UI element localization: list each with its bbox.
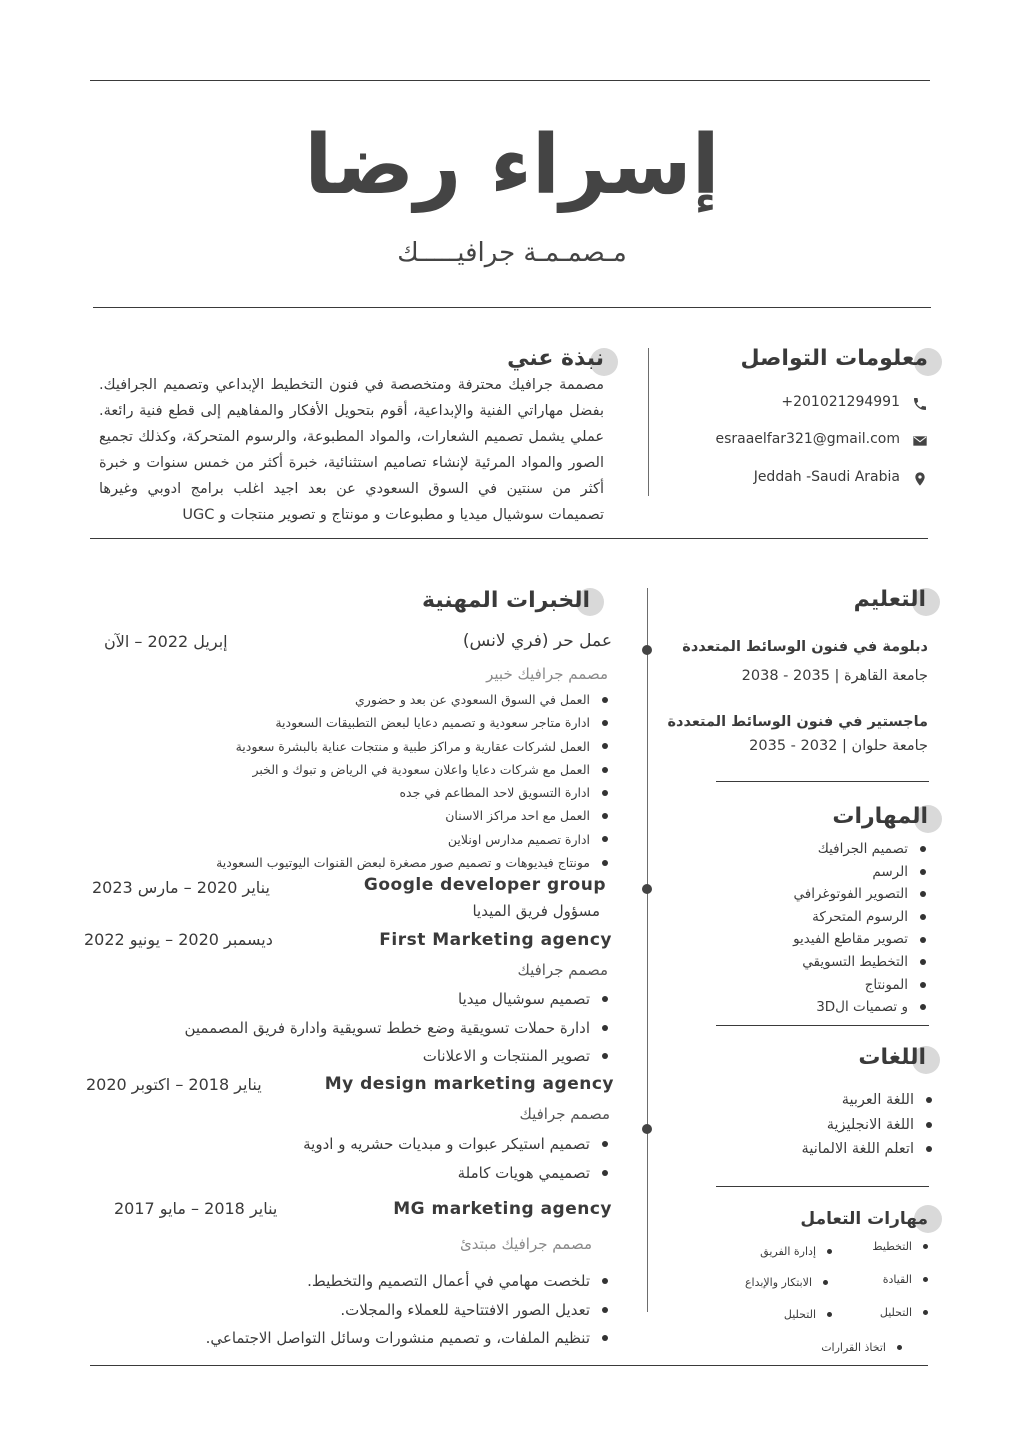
education-title: دبلومة في فنون الوسائط المتعددة	[682, 639, 928, 655]
job-role: مصمم جرافيك	[519, 1105, 610, 1123]
soft-skills-heading: مهارات التعامل	[800, 1209, 928, 1229]
skill-item: الرسم	[793, 861, 908, 884]
email-address[interactable]: esraaelfar321@gmail.com	[715, 431, 900, 447]
person-name: إسراء رضا	[304, 118, 720, 213]
job-bullet: تصوير المنتجات و الاعلانات	[184, 1042, 590, 1071]
skill-item: و تصميات ال3D	[793, 996, 908, 1019]
soft-skill-item: القيادة	[882, 1273, 912, 1286]
job-bullet: العمل لشركات عقارية و مراكز طبية و منتجات عناية بالبشرة سعودية	[216, 735, 590, 758]
contact-heading: معلومات التواصل	[741, 346, 928, 371]
job-bullet: العمل في السوق السعودي عن بعد و حضوري	[216, 688, 590, 711]
timeline-line	[647, 588, 648, 1312]
header-rule	[93, 307, 931, 308]
skills-list	[793, 838, 908, 1019]
language-item: اتعلم اللغة الالمانية	[802, 1137, 914, 1162]
job-bullets	[206, 1267, 590, 1353]
education-heading: التعليم	[854, 587, 926, 612]
job-bullet: تصميمي هويات كاملة	[303, 1159, 590, 1188]
job-date: إبريل 2022 – الآن	[104, 632, 228, 651]
job-bullets	[184, 985, 590, 1071]
skills-rule	[716, 1025, 929, 1026]
job-company: My design marketing agency	[324, 1074, 614, 1094]
job-bullets	[216, 688, 590, 874]
job-bullet: العمل مع احد مراكز الاسنان	[216, 804, 590, 827]
job-date: يناير 2018 – اكتوبر 2020	[86, 1075, 262, 1094]
soft-skill-item: التحليل	[783, 1308, 816, 1321]
timeline-dot	[642, 1124, 652, 1134]
job-role: مسؤول فريق الميديا	[472, 902, 600, 920]
timeline-dot	[642, 884, 652, 894]
top-rule	[90, 80, 930, 81]
job-company: MG marketing agency	[393, 1199, 612, 1219]
language-item: اللغة العربية	[802, 1088, 914, 1113]
job-title: مـصمـمـة جرافيـــــك	[397, 238, 627, 268]
job-company: Google developer group	[363, 875, 606, 895]
phone-number[interactable]: +201021294991	[781, 394, 900, 410]
job-role: مصمم جرافيك خبير	[486, 665, 608, 683]
skill-item: المونتاج	[793, 974, 908, 997]
languages-heading: اللغات	[858, 1045, 926, 1070]
about-heading: نبذة عني	[507, 346, 604, 371]
job-bullet: تعديل الصور الافتتاحية للعملاء والمجلات.	[206, 1296, 590, 1325]
job-bullet: تصميم سوشيال ميديا	[184, 985, 590, 1014]
job-bullet: مونتاج فيديوهات و تصميم صور مصغرة لبعض القنوات اليوتيوب السعودية	[216, 851, 590, 874]
skill-item: الرسوم المتحركة	[793, 906, 908, 929]
job-bullet: ادارة حملات تسويقية وضع خطط تسويقية وادارة فريق المصممين	[184, 1014, 590, 1043]
edu-rule	[716, 781, 929, 782]
about-text: مصممة جرافيك محترفة ومتخصصة في فنون التخطيط الإبداعي وتصميم الجرافيك. بفضل مهاراتي الفنية والإبداعية، أقوم بتحويل الأفكار والمفاهيم إلى قطع فنية رائعة. عملي يشمل تصميم الشعارات، والمواد المطبوعة، والرسوم المتحركة، وكذلك تجميع الصور والمواد المرئية لإنشاء تصاميم استثنائية، خبرة أكثر من خمس سنوات و خبرة أكثر من سنتين في السوق السعودي عن بعد اجيد اغلب برامج ادوبي وغيرها تصميمات سوشيال ميديا و مطبوعات و مونتاج و تصوير منتجات و UGC	[99, 377, 604, 523]
skills-heading: المهارات	[832, 804, 928, 829]
bottom-rule	[90, 1365, 928, 1366]
job-date: ديسمبر 2020 – يونيو 2022	[84, 930, 273, 949]
job-bullet: تصميم استيكر عبوات و مبديات حشريه و ادوية	[303, 1130, 590, 1159]
soft-skill-item: إدارة الفريق	[760, 1245, 816, 1258]
job-bullets	[303, 1130, 590, 1187]
job-bullet: ادارة التسويق لاحد المطاعم في جده	[216, 781, 590, 804]
language-item: اللغة الانجليزية	[802, 1113, 914, 1138]
experience-heading: الخبرات المهنية	[422, 588, 590, 613]
job-bullet: تلخصت مهامي في أعمال التصميم والتخطيط.	[206, 1267, 590, 1296]
soft-skill-item: التخطيط	[872, 1240, 912, 1253]
about-rule	[90, 538, 928, 539]
job-date: يناير 2018 – مايو 2017	[114, 1199, 278, 1218]
soft-skill-item: الابتكار والإبداع	[744, 1276, 812, 1289]
location: Jeddah -Saudi Arabia	[753, 469, 900, 485]
job-bullet: العمل مع شركات دعايا واعلان سعودية في الرياض و تبوك و الخبر	[216, 758, 590, 781]
job-date: يناير 2020 – مارس 2023	[92, 878, 270, 897]
education-title: ماجستير في فنون الوسائط المتعددة	[667, 714, 928, 730]
education-detail: جامعة القاهرة | 2035 - 2038	[741, 668, 928, 684]
timeline-dot	[642, 645, 652, 655]
about-divider	[648, 348, 649, 496]
soft-skill-item: التحليل	[879, 1306, 912, 1319]
langs-rule	[716, 1186, 929, 1187]
location-pin-icon	[912, 470, 928, 488]
soft-skill-item: اتخاذ القرارات	[821, 1341, 886, 1354]
phone-icon	[912, 396, 928, 412]
job-role: مصمم جرافيك مبتدئ	[460, 1235, 592, 1253]
job-company: عمل حر (فري لانس)	[462, 631, 612, 651]
job-company: First Marketing agency	[379, 930, 612, 950]
skill-item: تصميم الجرافيك	[793, 838, 908, 861]
job-bullet: ادارة متاجر سعودية و تصميم دعايا لبعض التطبيقات السعودية	[216, 711, 590, 734]
skill-item: التخطيط التسويقي	[793, 951, 908, 974]
education-detail: جامعة حلوان | 2032 - 2035	[749, 738, 928, 754]
languages-list	[802, 1088, 914, 1162]
job-bullet: تنظيم الملفات، و تصميم منشورات وسائل التواصل الاجتماعي.	[206, 1324, 590, 1353]
job-role: مصمم جرافيك	[517, 961, 608, 979]
job-bullet: ادارة تصميم مدارس اونلاين	[216, 828, 590, 851]
mail-icon	[912, 433, 928, 449]
skill-item: تصوير مقاطع الفيديو	[793, 928, 908, 951]
skill-item: التصوير الفوتوغرافي	[793, 883, 908, 906]
